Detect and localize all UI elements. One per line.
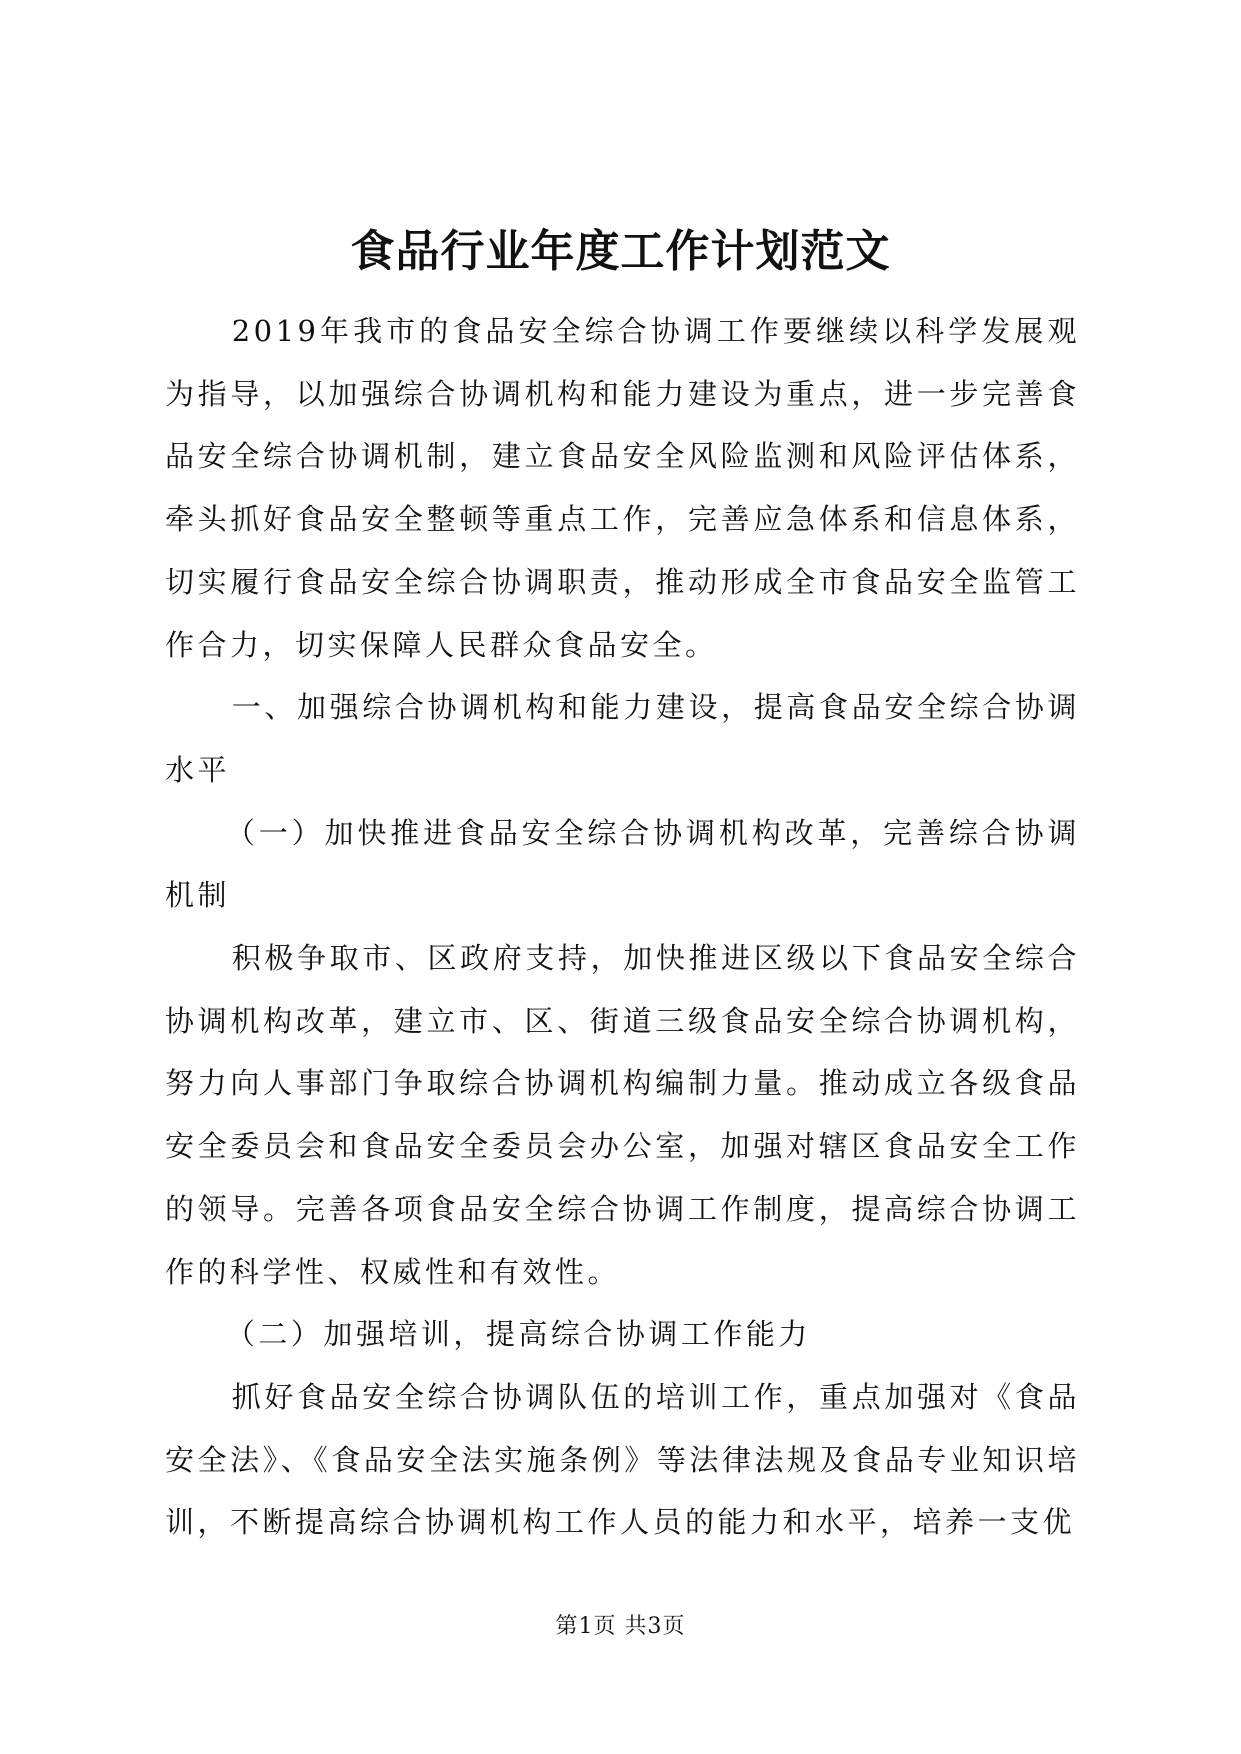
subsection-heading-2: （二）加强培训，提高综合协调工作能力 bbox=[225, 1317, 811, 1352]
page-number-footer: 第1页 共3页 bbox=[555, 1614, 686, 1639]
subsection-heading-1: （一）加快推进食品安全综合协调机构改革，完善综合协调机制 bbox=[165, 815, 1080, 913]
section-heading-1: 一、加强综合协调机构和能力建设，提高食品安全综合协调水平 bbox=[165, 690, 1080, 787]
document-body bbox=[165, 300, 1080, 1554]
paragraph-subsection-2: 抓好食品安全综合协调队伍的培训工作，重点加强对《食品安全法》、《食品安全法实施条例》等法律法规及食品专业知识培训，不断提高综合协调机构工作人员的能力和水平，培养一支优 bbox=[165, 1379, 1080, 1540]
paragraph-subsection-1: 积极争取市、区政府支持，加快推进区级以下食品安全综合协调机构改革，建立市、区、街道三级食品安全综合协调机构，努力向人事部门争取综合协调机构编制力量。推动成立各级食品安全委员会和食品安全委员会办公室，加强对辖区食品安全工作的领导。完善各项食品安全综合协调工作制度，提高综合协调工作的科学性、权威性和有效性。 bbox=[165, 941, 1080, 1289]
document-title: 食品行业年度工作计划范文 bbox=[350, 226, 891, 277]
paragraph-intro: 2019年我市的食品安全综合协调工作要继续以科学发展观为指导，以加强综合协调机构和能力建设为重点，进一步完善食品安全综合协调机制，建立食品安全风险监测和风险评估体系，牵头抓好食品安全整顿等重点工作，完善应急体系和信息体系，切实履行食品安全综合协调职责，推动形成全市食品安全监管工作合力，切实保障人民群众食品安全。 bbox=[165, 314, 1080, 662]
